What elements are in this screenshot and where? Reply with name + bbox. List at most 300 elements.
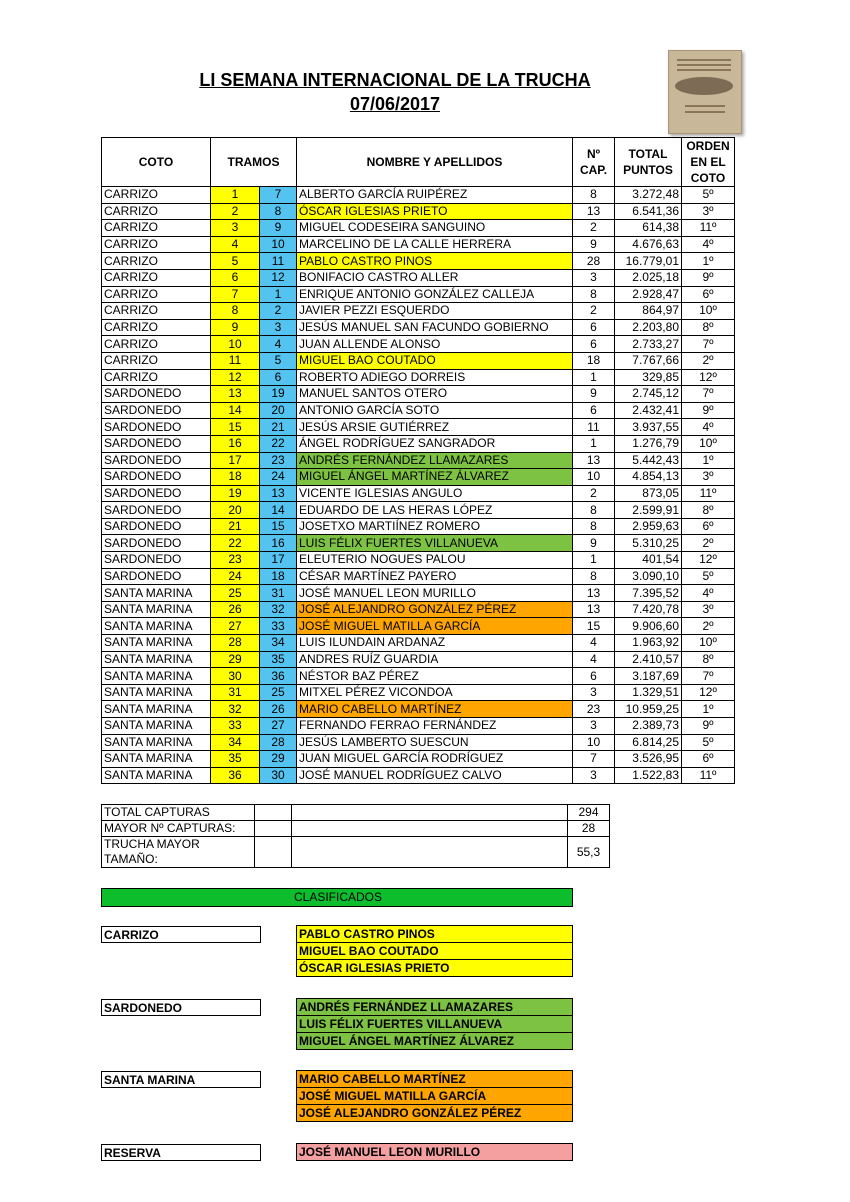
row-tramo-1: 9: [211, 319, 260, 336]
row-tramo-2: 29: [260, 751, 297, 768]
row-capturas: 7: [573, 751, 615, 768]
totals-label: TOTAL CAPTURAS: [102, 805, 255, 821]
row-coto: CARRIZO: [102, 220, 211, 237]
row-order: 12º: [682, 684, 735, 701]
row-tramo-2: 4: [260, 336, 297, 353]
row-coto: SARDONEDO: [102, 469, 211, 486]
row-order: 12º: [682, 369, 735, 386]
row-capturas: 8: [573, 286, 615, 303]
row-tramo-1: 31: [211, 684, 260, 701]
row-tramo-2: 15: [260, 518, 297, 535]
totals-empty: [292, 837, 568, 868]
totals-row: [102, 837, 610, 868]
row-name: ENRIQUE ANTONIO GONZÁLEZ CALLEJA: [297, 286, 573, 303]
table-row: [102, 236, 735, 253]
row-capturas: 8: [573, 568, 615, 585]
table-row: [102, 469, 735, 486]
row-order: 10º: [682, 435, 735, 452]
row-capturas: 2: [573, 485, 615, 502]
row-capturas: 2: [573, 220, 615, 237]
row-tramo-1: 30: [211, 668, 260, 685]
row-coto: SANTA MARINA: [102, 701, 211, 718]
row-name: ROBERTO ADIEGO DORREIS: [297, 369, 573, 386]
row-tramo-1: 33: [211, 718, 260, 735]
row-coto: CARRIZO: [102, 336, 211, 353]
totals-value: 28: [568, 821, 610, 837]
totals-empty: [255, 821, 292, 837]
row-name: MARCELINO DE LA CALLE HERRERA: [297, 236, 573, 253]
row-coto: SANTA MARINA: [102, 684, 211, 701]
row-order: 8º: [682, 651, 735, 668]
row-capturas: 8: [573, 518, 615, 535]
row-order: 4º: [682, 236, 735, 253]
row-capturas: 9: [573, 386, 615, 403]
row-coto: SARDONEDO: [102, 485, 211, 502]
row-coto: SANTA MARINA: [102, 635, 211, 652]
row-capturas: 6: [573, 402, 615, 419]
row-order: 5º: [682, 568, 735, 585]
row-order: 10º: [682, 635, 735, 652]
row-tramo-1: 8: [211, 303, 260, 320]
row-capturas: 1: [573, 369, 615, 386]
results-table: [101, 137, 735, 784]
qualified-member: JOSÉ ALEJANDRO GONZÁLEZ PÉREZ: [296, 1104, 573, 1122]
row-points: 10.959,25: [615, 701, 682, 718]
table-row: [102, 485, 735, 502]
table-row: [102, 568, 735, 585]
row-capturas: 10: [573, 734, 615, 751]
row-coto: SARDONEDO: [102, 419, 211, 436]
row-order: 1º: [682, 253, 735, 270]
row-name: VICENTE IGLESIAS ANGULO: [297, 485, 573, 502]
row-capturas: 3: [573, 718, 615, 735]
qualified-member: JOSÉ MIGUEL MATILLA GARCÍA: [296, 1087, 573, 1105]
row-capturas: 8: [573, 502, 615, 519]
row-capturas: 3: [573, 684, 615, 701]
totals-value: 55,3: [568, 837, 610, 868]
row-tramo-1: 25: [211, 585, 260, 602]
row-name: JUAN MIGUEL GARCÍA RODRÍGUEZ: [297, 751, 573, 768]
row-order: 2º: [682, 618, 735, 635]
row-order: 3º: [682, 601, 735, 618]
qualified-member: MIGUEL BAO COUTADO: [296, 942, 573, 960]
table-row: [102, 767, 735, 784]
table-row: [102, 386, 735, 403]
row-tramo-2: 28: [260, 734, 297, 751]
row-points: 1.963,92: [615, 635, 682, 652]
row-order: 9º: [682, 718, 735, 735]
table-row: [102, 684, 735, 701]
row-tramo-2: 13: [260, 485, 297, 502]
row-capturas: 18: [573, 352, 615, 369]
row-points: 1.276,79: [615, 435, 682, 452]
row-name: JUAN ALLENDE ALONSO: [297, 336, 573, 353]
row-coto: CARRIZO: [102, 303, 211, 320]
row-capturas: 4: [573, 651, 615, 668]
row-coto: SARDONEDO: [102, 518, 211, 535]
row-tramo-1: 12: [211, 369, 260, 386]
table-row: [102, 668, 735, 685]
row-coto: SANTA MARINA: [102, 585, 211, 602]
table-row: [102, 220, 735, 237]
row-tramo-1: 4: [211, 236, 260, 253]
row-order: 7º: [682, 336, 735, 353]
row-tramo-1: 10: [211, 336, 260, 353]
row-coto: SARDONEDO: [102, 452, 211, 469]
row-tramo-2: 17: [260, 552, 297, 569]
row-tramo-1: 36: [211, 767, 260, 784]
row-capturas: 9: [573, 236, 615, 253]
row-name: JESÚS LAMBERTO SUESCUN: [297, 734, 573, 751]
row-points: 7.767,66: [615, 352, 682, 369]
row-order: 8º: [682, 319, 735, 336]
row-tramo-1: 28: [211, 635, 260, 652]
row-name: PABLO CASTRO PINOS: [297, 253, 573, 270]
row-order: 5º: [682, 734, 735, 751]
clasificados-banner: CLASIFICADOS: [101, 888, 573, 907]
row-points: 6.541,36: [615, 203, 682, 220]
row-tramo-1: 24: [211, 568, 260, 585]
row-name: NÉSTOR BAZ PÉREZ: [297, 668, 573, 685]
row-coto: SARDONEDO: [102, 552, 211, 569]
table-row: [102, 734, 735, 751]
row-points: 6.814,25: [615, 734, 682, 751]
table-row: [102, 601, 735, 618]
row-order: 1º: [682, 701, 735, 718]
table-row: [102, 701, 735, 718]
row-tramo-2: 33: [260, 618, 297, 635]
row-points: 2.599,91: [615, 502, 682, 519]
row-tramo-2: 14: [260, 502, 297, 519]
qualified-member: ANDRÉS FERNÁNDEZ LLAMAZARES: [296, 998, 573, 1016]
row-points: 2.733,27: [615, 336, 682, 353]
table-row: [102, 435, 735, 452]
row-points: 329,85: [615, 369, 682, 386]
row-coto: SANTA MARINA: [102, 651, 211, 668]
row-coto: SARDONEDO: [102, 402, 211, 419]
row-name: LUIS ILUNDAIN ARDANAZ: [297, 635, 573, 652]
row-name: FERNANDO FERRAO FERNÁNDEZ: [297, 718, 573, 735]
row-tramo-1: 3: [211, 220, 260, 237]
row-order: 6º: [682, 518, 735, 535]
table-row: [102, 369, 735, 386]
row-tramo-1: 15: [211, 419, 260, 436]
row-tramo-1: 11: [211, 352, 260, 369]
row-order: 10º: [682, 303, 735, 320]
row-coto: CARRIZO: [102, 286, 211, 303]
row-capturas: 23: [573, 701, 615, 718]
row-tramo-2: 12: [260, 269, 297, 286]
row-points: 3.090,10: [615, 568, 682, 585]
row-points: 2.928,47: [615, 286, 682, 303]
row-tramo-2: 11: [260, 253, 297, 270]
row-capturas: 2: [573, 303, 615, 320]
table-row: [102, 203, 735, 220]
table-row: [102, 419, 735, 436]
row-tramo-2: 23: [260, 452, 297, 469]
row-tramo-1: 34: [211, 734, 260, 751]
table-row: [102, 518, 735, 535]
row-order: 12º: [682, 552, 735, 569]
row-name: MITXEL PÉREZ VICONDOA: [297, 684, 573, 701]
row-tramo-2: 10: [260, 236, 297, 253]
row-points: 401,54: [615, 552, 682, 569]
row-points: 2.959,63: [615, 518, 682, 535]
table-row: [102, 319, 735, 336]
row-order: 2º: [682, 352, 735, 369]
row-tramo-1: 17: [211, 452, 260, 469]
group-label: SARDONEDO: [101, 999, 261, 1016]
row-tramo-2: 16: [260, 535, 297, 552]
table-row: [102, 303, 735, 320]
table-row: [102, 187, 735, 204]
qualified-member: JOSÉ MANUEL LEON MURILLO: [296, 1143, 573, 1161]
table-row: [102, 535, 735, 552]
row-points: 873,05: [615, 485, 682, 502]
row-name: ANTONIO GARCÍA SOTO: [297, 402, 573, 419]
row-capturas: 4: [573, 635, 615, 652]
table-row: [102, 253, 735, 270]
row-points: 16.779,01: [615, 253, 682, 270]
row-tramo-2: 27: [260, 718, 297, 735]
row-name: JOSÉ MANUEL LEON MURILLO: [297, 585, 573, 602]
row-tramo-1: 18: [211, 469, 260, 486]
row-tramo-2: 8: [260, 203, 297, 220]
qualified-member: LUIS FÉLIX FUERTES VILLANUEVA: [296, 1015, 573, 1033]
header-cap: Nº CAP.: [573, 138, 615, 187]
row-points: 1.329,51: [615, 684, 682, 701]
row-coto: CARRIZO: [102, 369, 211, 386]
totals-table: [101, 804, 610, 868]
row-capturas: 13: [573, 585, 615, 602]
row-points: 3.526,95: [615, 751, 682, 768]
row-tramo-1: 13: [211, 386, 260, 403]
row-points: 2.410,57: [615, 651, 682, 668]
row-points: 864,97: [615, 303, 682, 320]
row-order: 6º: [682, 286, 735, 303]
row-tramo-1: 27: [211, 618, 260, 635]
table-row: [102, 552, 735, 569]
row-points: 2.432,41: [615, 402, 682, 419]
row-coto: CARRIZO: [102, 319, 211, 336]
row-tramo-2: 9: [260, 220, 297, 237]
row-tramo-2: 20: [260, 402, 297, 419]
row-points: 9.906,60: [615, 618, 682, 635]
row-coto: SARDONEDO: [102, 502, 211, 519]
row-name: CÉSAR MARTÍNEZ PAYERO: [297, 568, 573, 585]
table-row: [102, 618, 735, 635]
row-coto: CARRIZO: [102, 236, 211, 253]
group-members: [296, 999, 573, 1050]
row-capturas: 3: [573, 269, 615, 286]
qualified-member: PABLO CASTRO PINOS: [296, 925, 573, 943]
row-capturas: 9: [573, 535, 615, 552]
totals-empty: [292, 821, 568, 837]
row-capturas: 13: [573, 203, 615, 220]
row-tramo-2: 21: [260, 419, 297, 436]
row-tramo-1: 26: [211, 601, 260, 618]
row-coto: SARDONEDO: [102, 568, 211, 585]
table-header-row: [102, 138, 735, 187]
row-tramo-2: 24: [260, 469, 297, 486]
row-tramo-1: 16: [211, 435, 260, 452]
trout-icon: [675, 77, 733, 95]
row-coto: SANTA MARINA: [102, 601, 211, 618]
table-row: [102, 452, 735, 469]
document-date: 07/06/2017: [349, 94, 441, 114]
row-capturas: 6: [573, 319, 615, 336]
row-name: MIGUEL BAO COUTADO: [297, 352, 573, 369]
row-points: 2.203,80: [615, 319, 682, 336]
qualified-member: ÓSCAR IGLESIAS PRIETO: [296, 959, 573, 977]
row-order: 7º: [682, 668, 735, 685]
row-tramo-2: 26: [260, 701, 297, 718]
row-tramo-1: 29: [211, 651, 260, 668]
row-capturas: 6: [573, 336, 615, 353]
row-tramo-2: 35: [260, 651, 297, 668]
header-tramos: TRAMOS: [211, 138, 297, 187]
row-name: JOSÉ ALEJANDRO GONZÁLEZ PÉREZ: [297, 601, 573, 618]
header-nombre: NOMBRE Y APELLIDOS: [297, 138, 573, 187]
row-tramo-1: 19: [211, 485, 260, 502]
row-tramo-2: 6: [260, 369, 297, 386]
row-name: ALBERTO GARCÍA RUIPÉREZ: [297, 187, 573, 204]
row-order: 9º: [682, 269, 735, 286]
header-orden: ORDEN EN EL COTO: [682, 138, 735, 187]
row-tramo-1: 5: [211, 253, 260, 270]
row-capturas: 8: [573, 187, 615, 204]
row-tramo-1: 32: [211, 701, 260, 718]
totals-row: [102, 805, 610, 821]
group-label: CARRIZO: [101, 926, 261, 943]
row-tramo-2: 5: [260, 352, 297, 369]
row-order: 4º: [682, 585, 735, 602]
row-name: JESÚS ARSIE GUTIÉRREZ: [297, 419, 573, 436]
row-points: 3.187,69: [615, 668, 682, 685]
totals-value: 294: [568, 805, 610, 821]
row-coto: CARRIZO: [102, 253, 211, 270]
row-tramo-1: 35: [211, 751, 260, 768]
table-row: [102, 718, 735, 735]
row-tramo-1: 21: [211, 518, 260, 535]
table-row: [102, 502, 735, 519]
row-tramo-2: 1: [260, 286, 297, 303]
row-name: BONIFACIO CASTRO ALLER: [297, 269, 573, 286]
row-points: 2.389,73: [615, 718, 682, 735]
qualified-member: MIGUEL ÁNGEL MARTÍNEZ ÁLVAREZ: [296, 1032, 573, 1050]
row-order: 3º: [682, 469, 735, 486]
row-capturas: 10: [573, 469, 615, 486]
header-coto: COTO: [102, 138, 211, 187]
row-points: 4.854,13: [615, 469, 682, 486]
table-row: [102, 635, 735, 652]
table-row: [102, 336, 735, 353]
row-order: 6º: [682, 751, 735, 768]
row-name: MIGUEL ÁNGEL MARTÍNEZ ÁLVAREZ: [297, 469, 573, 486]
row-points: 3.272,48: [615, 187, 682, 204]
totals-empty: [255, 837, 292, 868]
row-name: ANDRES RUÍZ GUARDIA: [297, 651, 573, 668]
row-tramo-1: 2: [211, 203, 260, 220]
row-points: 7.420,78: [615, 601, 682, 618]
row-name: ÓSCAR IGLESIAS PRIETO: [297, 203, 573, 220]
row-coto: CARRIZO: [102, 352, 211, 369]
row-name: EDUARDO DE LAS HERAS LÓPEZ: [297, 502, 573, 519]
row-name: MANUEL SANTOS OTERO: [297, 386, 573, 403]
row-order: 4º: [682, 419, 735, 436]
table-row: [102, 269, 735, 286]
group-label: SANTA MARINA: [101, 1071, 261, 1088]
row-coto: CARRIZO: [102, 269, 211, 286]
row-order: 9º: [682, 402, 735, 419]
row-capturas: 11: [573, 419, 615, 436]
row-tramo-2: 25: [260, 684, 297, 701]
row-tramo-2: 3: [260, 319, 297, 336]
row-order: 11º: [682, 767, 735, 784]
row-name: ANDRÉS FERNÁNDEZ LLAMAZARES: [297, 452, 573, 469]
row-tramo-1: 7: [211, 286, 260, 303]
row-points: 7.395,52: [615, 585, 682, 602]
row-points: 2.745,12: [615, 386, 682, 403]
row-tramo-2: 36: [260, 668, 297, 685]
row-tramo-2: 22: [260, 435, 297, 452]
table-row: [102, 585, 735, 602]
row-coto: CARRIZO: [102, 187, 211, 204]
row-name: JOSÉ MANUEL RODRÍGUEZ CALVO: [297, 767, 573, 784]
totals-label: MAYOR Nº CAPTURAS:: [102, 821, 255, 837]
row-capturas: 1: [573, 552, 615, 569]
row-points: 5.442,43: [615, 452, 682, 469]
row-capturas: 28: [573, 253, 615, 270]
row-name: JAVIER PEZZI ESQUERDO: [297, 303, 573, 320]
row-points: 4.676,63: [615, 236, 682, 253]
totals-empty: [255, 805, 292, 821]
table-row: [102, 651, 735, 668]
row-name: JESÚS MANUEL SAN FACUNDO GOBIERNO: [297, 319, 573, 336]
row-name: JOSETXO MARTIÍNEZ ROMERO: [297, 518, 573, 535]
row-coto: SANTA MARINA: [102, 767, 211, 784]
row-order: 11º: [682, 220, 735, 237]
row-capturas: 3: [573, 767, 615, 784]
row-coto: SARDONEDO: [102, 435, 211, 452]
row-name: ÁNGEL RODRÍGUEZ SANGRADOR: [297, 435, 573, 452]
table-row: [102, 286, 735, 303]
table-row: [102, 352, 735, 369]
row-order: 11º: [682, 485, 735, 502]
row-order: 3º: [682, 203, 735, 220]
row-capturas: 6: [573, 668, 615, 685]
row-capturas: 13: [573, 452, 615, 469]
totals-row: [102, 821, 610, 837]
row-order: 7º: [682, 386, 735, 403]
row-order: 2º: [682, 535, 735, 552]
row-coto: SANTA MARINA: [102, 718, 211, 735]
row-capturas: 15: [573, 618, 615, 635]
group-label: RESERVA: [101, 1144, 261, 1161]
header-total: TOTAL PUNTOS: [615, 138, 682, 187]
row-tramo-1: 23: [211, 552, 260, 569]
row-capturas: 1: [573, 435, 615, 452]
row-coto: SANTA MARINA: [102, 734, 211, 751]
row-tramo-2: 18: [260, 568, 297, 585]
row-tramo-2: 2: [260, 303, 297, 320]
row-tramo-1: 14: [211, 402, 260, 419]
row-order: 1º: [682, 452, 735, 469]
row-name: MIGUEL CODESEIRA SANGUINO: [297, 220, 573, 237]
row-tramo-1: 22: [211, 535, 260, 552]
row-points: 3.937,55: [615, 419, 682, 436]
row-coto: CARRIZO: [102, 203, 211, 220]
